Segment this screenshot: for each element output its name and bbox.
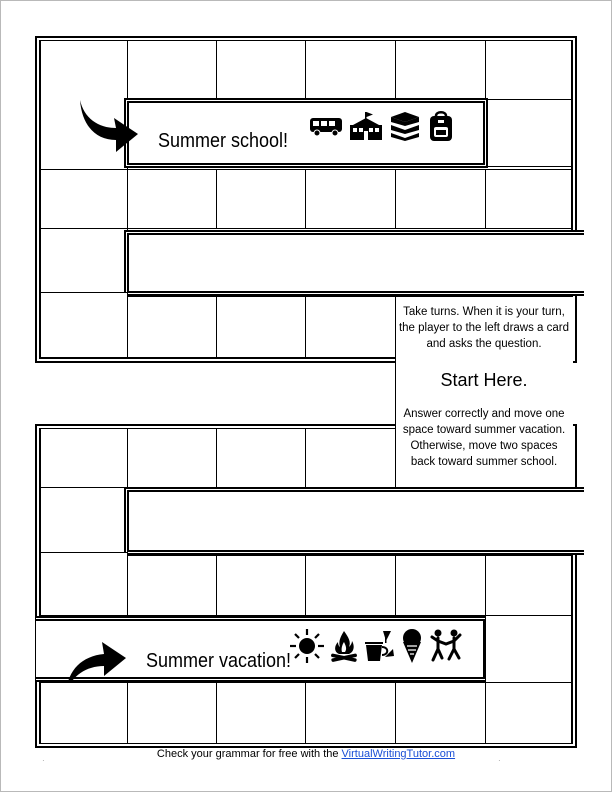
board-space <box>485 169 572 229</box>
board-space <box>127 682 217 744</box>
board-space <box>216 428 306 488</box>
middle-bottom-bar <box>124 487 584 555</box>
board-space <box>127 40 217 100</box>
footer-link[interactable]: VirtualWritingTutor.com <box>341 748 456 760</box>
board-space <box>216 555 306 616</box>
board-space <box>485 99 572 167</box>
curved-arrow-icon <box>76 96 142 156</box>
board-space <box>305 682 396 744</box>
board-space <box>216 296 306 358</box>
middle-top-bar <box>124 230 584 296</box>
board-space <box>395 40 486 100</box>
corner-mark: · <box>42 756 45 765</box>
board-space <box>395 169 486 229</box>
dancing-people-icon <box>429 628 463 664</box>
board-space <box>305 555 396 616</box>
ice-cream-icon <box>399 628 425 664</box>
instructions-moves: Answer correctly and move one space toward summer vacation. Otherwise, move two spaces back toward summer school. <box>402 408 566 468</box>
board-space <box>40 169 128 229</box>
board-space <box>127 428 217 488</box>
summer-vacation-label: Summer vacation! <box>146 650 292 672</box>
board-space <box>40 487 128 553</box>
board-space <box>40 292 128 358</box>
school-icons <box>309 110 455 142</box>
board-space <box>40 552 128 616</box>
board-space <box>40 682 128 744</box>
board-space <box>485 615 572 685</box>
instructions-rules: Take turns. When it is your turn, the player to the left draws a card and asks the question. <box>398 306 570 350</box>
board-space <box>305 40 396 100</box>
corner-mark: · <box>498 756 501 765</box>
board-space <box>395 555 486 616</box>
vacation-icons <box>289 628 463 664</box>
board-space <box>40 228 128 293</box>
board-space <box>305 169 396 229</box>
board-space <box>395 682 486 744</box>
books-icon <box>389 111 421 141</box>
board-space <box>127 169 217 229</box>
board-space <box>40 428 128 488</box>
sandcastle-icon <box>363 629 395 663</box>
bus-icon <box>309 114 343 138</box>
footer-text: Check your grammar for free with the <box>156 748 342 760</box>
board-space <box>216 40 306 100</box>
board-space <box>127 555 217 616</box>
footer <box>0 748 612 760</box>
board-space <box>485 40 572 100</box>
start-here-label: Start Here. <box>440 370 528 390</box>
board-space <box>485 555 572 616</box>
board-space <box>485 682 572 744</box>
school-icon <box>349 111 383 141</box>
board-space <box>216 169 306 229</box>
backpack-icon <box>427 110 455 142</box>
summer-school-label: Summer school! <box>158 130 289 152</box>
board-space <box>305 428 396 488</box>
board-space <box>127 296 217 358</box>
sun-icon <box>289 628 325 664</box>
campfire-icon <box>329 629 359 663</box>
instructions-text <box>398 304 570 470</box>
board-space <box>305 296 396 358</box>
board-space <box>216 682 306 744</box>
